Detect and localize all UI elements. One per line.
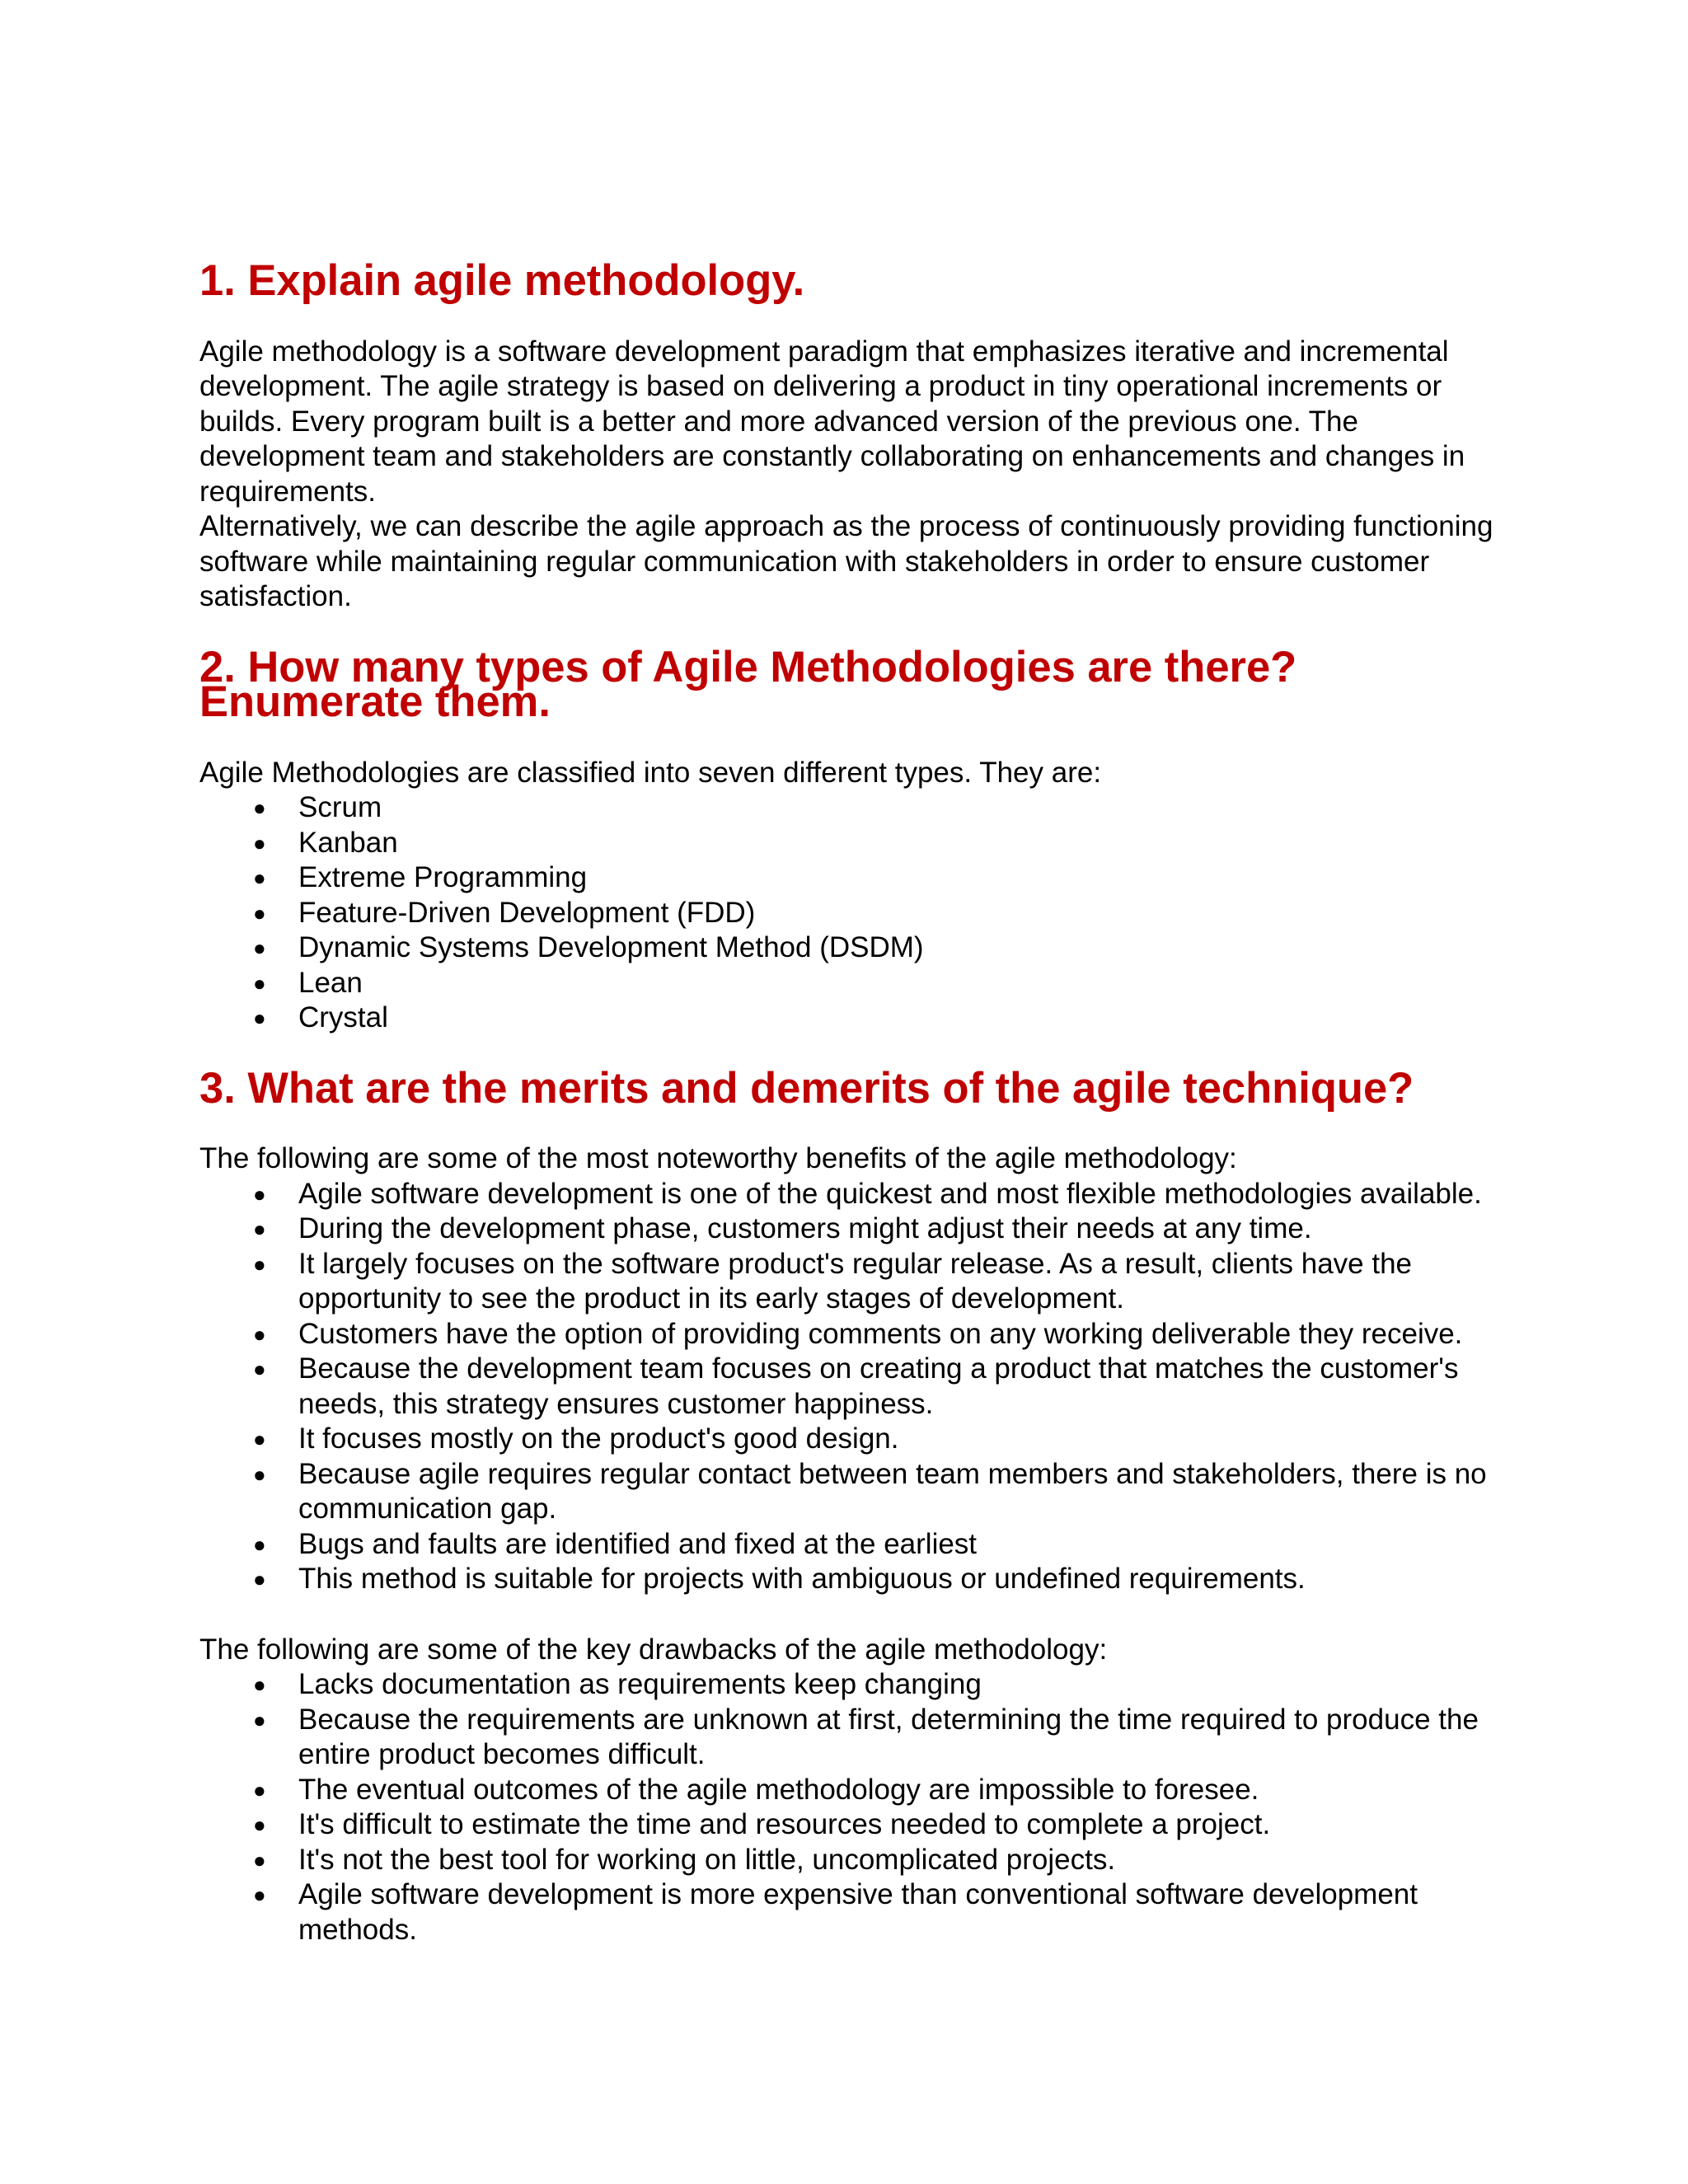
list-item: ● Kanban — [199, 826, 1502, 861]
list-item: ● It largely focuses on the software product's regular release. As a result, clients have the opportunity to see the product in its early stages of development. — [253, 1247, 1413, 1315]
demerits-intro: The following are some of the key drawbacks of the agile methodology: — [199, 1633, 1108, 1666]
list-item: ● It's difficult to estimate the time and resources needed to complete a project. — [199, 1807, 1502, 1843]
question-3-heading: 3. What are the merits and demerits of the agile technique? — [199, 1063, 1414, 1113]
list-item: ● During the development phase, customers might adjust their needs at any time. — [199, 1212, 1502, 1247]
bullet-icon: ● — [253, 1882, 266, 1907]
bullet-icon: ● — [253, 1812, 266, 1837]
bullet-icon: ● — [253, 1567, 266, 1591]
question-1-paragraph-2: Alternatively, we can describe the agile approach as the process of continuously providing functioning software while maintaining regular communication with stakeholders in order to ensure customer satisfaction. — [199, 510, 1493, 612]
document-page — [199, 256, 1502, 1947]
list-item: ● Extreme Programming — [199, 860, 1502, 896]
bullet-icon: ● — [253, 830, 266, 855]
bullet-icon: ● — [253, 970, 266, 996]
bullet-icon: ● — [253, 1427, 266, 1451]
list-item: ● Because the requirements are unknown at first, determining the time required to produce the entire product becomes difficult. — [253, 1703, 1479, 1770]
bullet-icon: ● — [253, 900, 266, 926]
bullet-icon: ● — [253, 1672, 266, 1697]
merits-intro: The following are some of the most noteworthy benefits of the agile methodology: — [199, 1142, 1237, 1174]
agile-types-list — [199, 790, 1502, 1036]
list-item: ● The eventual outcomes of the agile methodology are impossible to foresee. — [199, 1773, 1502, 1808]
list-item: ● Because the development team focuses on creating a product that matches the customer's needs, this strategy ensures customer happiness. — [253, 1352, 1459, 1420]
bullet-icon: ● — [253, 1005, 266, 1030]
list-item: ● Feature-Driven Development (FDD) — [199, 896, 1502, 931]
list-item: ● Customers have the option of providing comments on any working deliverable they receive. — [199, 1317, 1502, 1352]
list-item: ● This method is suitable for projects with ambiguous or undefined requirements. — [199, 1562, 1502, 1597]
question-2-heading: 2. How many types of Agile Methodologies are there? Enumerate them. — [199, 642, 1297, 726]
list-item: ● Bugs and faults are identified and fixed at the earliest — [199, 1527, 1502, 1563]
question-2-intro: Agile Methodologies are classified into seven different types. They are: — [199, 756, 1102, 789]
bullet-icon: ● — [253, 1777, 266, 1802]
bullet-icon: ● — [253, 1181, 266, 1207]
merits-list — [199, 1177, 1502, 1597]
spacer — [199, 1597, 1502, 1633]
bullet-icon: ● — [253, 1251, 266, 1277]
list-item: ● Crystal — [199, 1001, 1502, 1036]
list-item: ● Dynamic Systems Development Method (DSDM) — [199, 930, 1502, 966]
list-item: ● Agile software development is more expensive than conventional software development methods. — [253, 1878, 1418, 1946]
bullet-icon: ● — [253, 865, 266, 890]
bullet-icon: ● — [253, 935, 266, 960]
question-1-paragraph-1: Agile methodology is a software development paradigm that emphasizes iterative and incremental development. The agile strategy is based on delivering a product in tiny operational increments or builds. Every program built is a better and more advanced version of the previous one. The development team and stakeholders are constantly collaborating on enhancements and changes in requirements. — [199, 335, 1465, 508]
bullet-icon: ● — [253, 1461, 266, 1487]
bullet-icon: ● — [253, 795, 266, 820]
bullet-icon: ● — [253, 1531, 266, 1557]
list-item: ● Scrum — [199, 790, 1502, 826]
list-item: ● It's not the best tool for working on little, uncomplicated projects. — [199, 1843, 1502, 1878]
list-item: ● Agile software development is one of the quickest and most flexible methodologies available. — [199, 1177, 1502, 1212]
bullet-icon: ● — [253, 1847, 266, 1872]
list-item: ● Lean — [199, 966, 1502, 1001]
bullet-icon: ● — [253, 1321, 266, 1347]
list-item: ● Lacks documentation as requirements keep changing — [199, 1667, 1502, 1703]
demerits-list — [199, 1667, 1502, 1947]
bullet-icon: ● — [253, 1707, 266, 1732]
question-1-heading: 1. Explain agile methodology. — [199, 256, 805, 305]
bullet-icon: ● — [253, 1216, 266, 1241]
list-item: ● It focuses mostly on the product's good design. — [199, 1422, 1502, 1457]
list-item: ● Because agile requires regular contact between team members and stakeholders, there is no communication gap. — [253, 1457, 1487, 1525]
bullet-icon: ● — [253, 1357, 266, 1381]
